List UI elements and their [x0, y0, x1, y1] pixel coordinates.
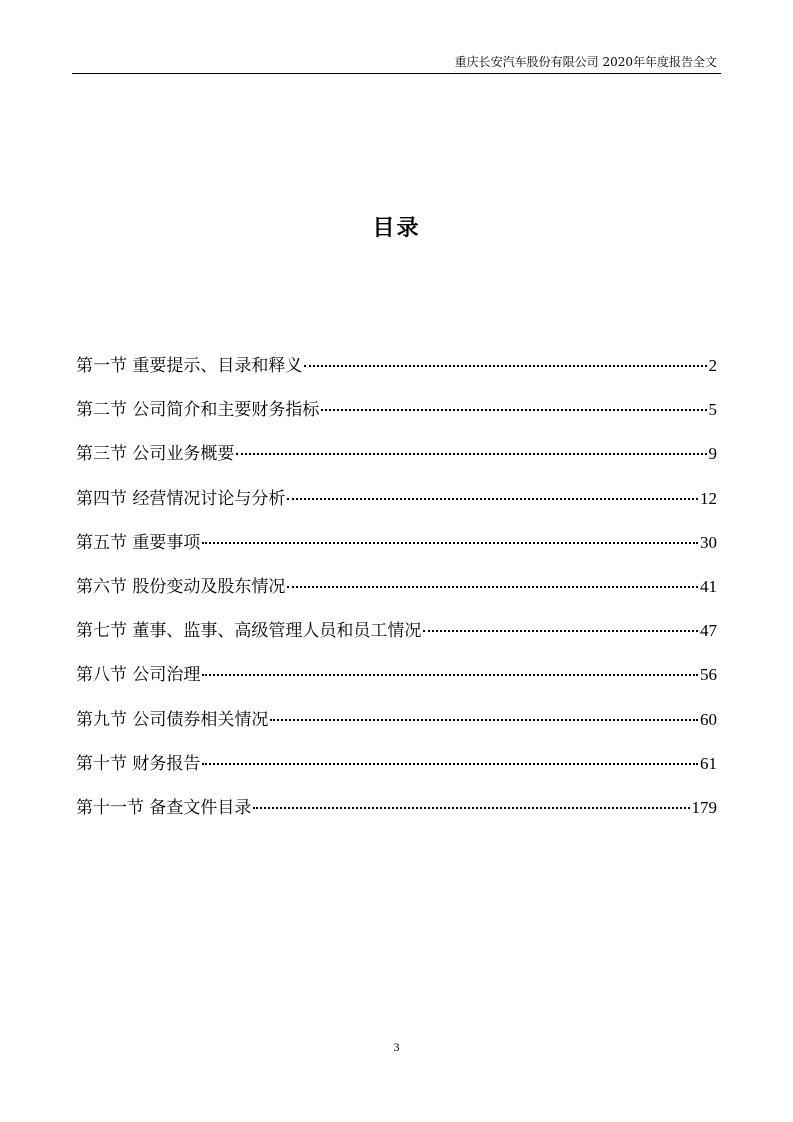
toc-dot-leader [236, 453, 706, 455]
toc-entry[interactable] [76, 750, 717, 794]
toc-list [76, 352, 717, 838]
toc-entry-page: 2 [708, 356, 717, 375]
toc-dot-leader [253, 807, 689, 809]
toc-entry-label: 第四节 经营情况讨论与分析 [76, 488, 286, 509]
toc-entry-page: 47 [700, 621, 717, 641]
toc-dot-leader [423, 630, 698, 632]
toc-entry[interactable] [76, 661, 717, 705]
toc-dot-leader [287, 498, 698, 500]
toc-entry-page: 41 [700, 576, 717, 596]
toc-dot-leader [270, 719, 698, 721]
toc-entry[interactable] [76, 794, 717, 838]
toc-dot-leader [202, 674, 698, 676]
toc-entry-label: 第七节 董事、监事、高级管理人员和员工情况 [76, 621, 422, 642]
toc-entry-page: 9 [708, 444, 717, 464]
toc-entry-page: 12 [700, 488, 717, 508]
toc-entry-page: 5 [708, 400, 717, 420]
toc-entry[interactable] [76, 485, 717, 529]
toc-entry-page: 30 [700, 532, 717, 552]
toc-entry-label: 第二节 公司简介和主要财务指标 [76, 400, 320, 421]
toc-entry-label: 第三节 公司业务概要 [76, 444, 235, 465]
toc-entry[interactable] [76, 529, 717, 573]
running-header: 重庆长安汽车股份有限公司 2020年年度报告全文 [454, 55, 717, 69]
toc-entry[interactable] [76, 617, 717, 661]
toc-entry-label: 第十节 财务报告 [76, 753, 201, 774]
toc-entry-label: 第十一节 备查文件目录 [76, 797, 252, 818]
toc-entry-page: 179 [691, 797, 717, 817]
toc-entry-label: 第六节 股份变动及股东情况 [76, 576, 286, 597]
toc-entry[interactable] [76, 440, 717, 484]
toc-entry[interactable] [76, 573, 717, 617]
toc-entry-label: 第一节 重要提示、目录和释义 [76, 356, 303, 376]
toc-dot-leader [321, 409, 706, 411]
toc-entry-label: 第八节 公司治理 [76, 665, 201, 686]
page-number: 3 [393, 1040, 400, 1054]
toc-entry-label: 第九节 公司债券相关情况 [76, 709, 269, 730]
toc-dot-leader [304, 365, 706, 367]
toc-entry[interactable] [76, 706, 717, 750]
toc-entry-page: 56 [700, 665, 717, 685]
toc-dot-leader [202, 763, 698, 765]
toc-entry-page: 61 [700, 753, 717, 773]
toc-entry[interactable] [76, 396, 717, 440]
toc-entry-label: 第五节 重要事项 [76, 532, 201, 553]
toc-entry[interactable] [76, 352, 717, 396]
header-rule [72, 73, 721, 74]
toc-entry-page: 60 [700, 709, 717, 729]
toc-dot-leader [287, 586, 698, 588]
toc-title: 目录 [372, 216, 421, 241]
toc-dot-leader [202, 542, 698, 544]
